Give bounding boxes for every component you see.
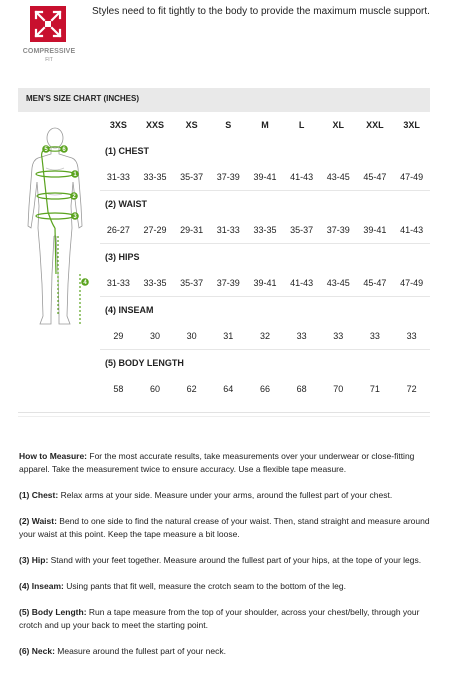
table-cell: 39-41 [357,217,394,244]
table-cell: 58 [113,384,124,394]
table-cell: 33-35 [137,270,174,297]
marker-1-label: 1 [73,172,77,179]
table-cell: 32 [247,323,284,350]
table-cell: 31-33 [100,164,137,191]
size-header: XXS [145,120,164,130]
table-cell: 33-35 [247,217,284,244]
table-cell: 39-41 [247,270,284,297]
size-header: 3XL [403,120,420,130]
table-cell: 45-47 [357,164,394,191]
instruction-how-to-measure [19,450,434,476]
section-row-hips [100,244,430,271]
instruction-body-length [19,606,434,632]
section-row-chest [100,138,430,164]
table-cell: 33 [357,323,394,350]
section-label-hips: (3) HIPS [105,252,140,262]
instruction-term: (2) Waist: [19,516,57,526]
size-table [100,112,430,402]
instruction-text: Relax arms at your side. Measure under your arms, around the fullest part of your chest. [58,490,393,500]
table-cell: 37-39 [210,164,247,191]
table-cell: 26-27 [100,217,137,244]
table-cell: 31-33 [210,217,247,244]
table-cell: 70 [333,384,344,394]
table-cell: 29-31 [173,217,210,244]
section-row-body-length [100,350,430,377]
instruction-inseam [19,580,434,593]
brand-logo [20,6,78,66]
marker-6-label: 6 [62,147,66,154]
table-cell: 39-41 [247,164,284,191]
table-cell: 31 [210,323,247,350]
size-header: 3XS [109,120,127,130]
table-cell: 43-45 [320,164,357,191]
body-measurement-figure [18,124,92,334]
table-cell: 43-45 [320,270,357,297]
table-cell: 41-43 [283,164,320,191]
table-cell: 71 [369,384,380,394]
brand-name: COMPRESSIVE [22,48,76,55]
values-row-inseam [100,323,430,350]
table-cell: 45-47 [357,270,394,297]
marker-5-label: 5 [44,147,48,154]
section-label-body-length: (5) BODY LENGTH [105,358,184,368]
marker-4-label: 4 [83,280,87,287]
instruction-neck [19,645,434,658]
instruction-term: (6) Neck: [19,646,55,656]
section-row-inseam [100,297,430,324]
brand-sub: FIT [45,57,53,63]
instruction-text: Bend to one side to find the natural crease of your waist. Then, stand straight and measure around your waist at this point. Keep the tape measure a bit loose. [19,516,430,539]
instruction-text: For the most accurate results, take measurements over your underwear or close-fitting apparel. Take the measurement twice to ensure accuracy. Use a flexible tape measure. [19,451,415,474]
instruction-text: Run a tape measure from the top of your shoulder, across your chest/belly, through your crotch and up your back to meet the starting point. [19,607,420,630]
table-cell: 64 [223,384,234,394]
table-cell: 47-49 [393,270,430,297]
section-label-inseam: (4) INSEAM [105,305,154,315]
measurement-instructions [19,450,434,671]
table-cell: 37-39 [210,270,247,297]
instruction-term: (5) Body Length: [19,607,87,617]
table-cell: 30 [137,323,174,350]
instruction-term: (1) Chest: [19,490,59,500]
instruction-term: (4) Inseam: [19,581,64,591]
table-cell: 27-29 [137,217,174,244]
table-cell: 35-37 [173,164,210,191]
table-cell: 33 [283,323,320,350]
table-cell: 60 [149,384,160,394]
size-header: XL [332,120,345,130]
instruction-text: Measure around the fullest part of your neck. [54,646,226,656]
values-row-hips [100,270,430,297]
size-header: S [225,120,232,130]
table-cell: 47-49 [393,164,430,191]
table-cell: 72 [406,384,417,394]
tagline: Styles need to fit tightly to the body to provide the maximum muscle support. [92,6,430,17]
values-row-waist [100,217,430,244]
size-header: L [298,120,305,130]
table-cell: 62 [186,384,197,394]
table-cell: 30 [173,323,210,350]
instruction-hip [19,554,434,567]
size-header: M [261,120,269,130]
divider [18,416,430,417]
compressive-fit-logo-icon [30,6,66,42]
chart-title: MEN'S SIZE CHART (INCHES) [26,94,140,103]
table-cell: 29 [100,323,137,350]
divider [18,412,430,413]
instruction-text: Stand with your feet together. Measure around the fullest part of your hips, at the tope of your legs. [48,555,422,565]
section-label-waist: (2) WAIST [105,199,147,209]
size-header-row [100,112,430,138]
values-row-body-length [100,376,430,402]
instruction-waist [19,515,434,541]
table-cell: 66 [259,384,270,394]
instruction-chest [19,489,434,502]
table-cell: 37-39 [320,217,357,244]
table-cell: 33 [320,323,357,350]
section-row-waist [100,191,430,218]
chart-header [18,88,430,112]
table-cell: 33-35 [137,164,174,191]
size-header: XXL [366,120,384,130]
instruction-term: How to Measure: [19,451,88,461]
table-cell: 41-43 [283,270,320,297]
table-cell: 35-37 [173,270,210,297]
size-header: XS [185,120,198,130]
values-row-chest [100,164,430,191]
table-cell: 31-33 [100,270,137,297]
table-cell: 33 [393,323,430,350]
section-label-chest: (1) CHEST [105,146,150,156]
table-cell: 41-43 [393,217,430,244]
instruction-term: (3) Hip: [19,555,49,565]
marker-2-label: 2 [72,194,76,201]
table-cell: 35-37 [283,217,320,244]
instruction-text: Using pants that fit well, measure the crotch seam to the bottom of the leg. [63,581,346,591]
marker-3-label: 3 [73,214,77,221]
table-cell: 68 [296,384,307,394]
